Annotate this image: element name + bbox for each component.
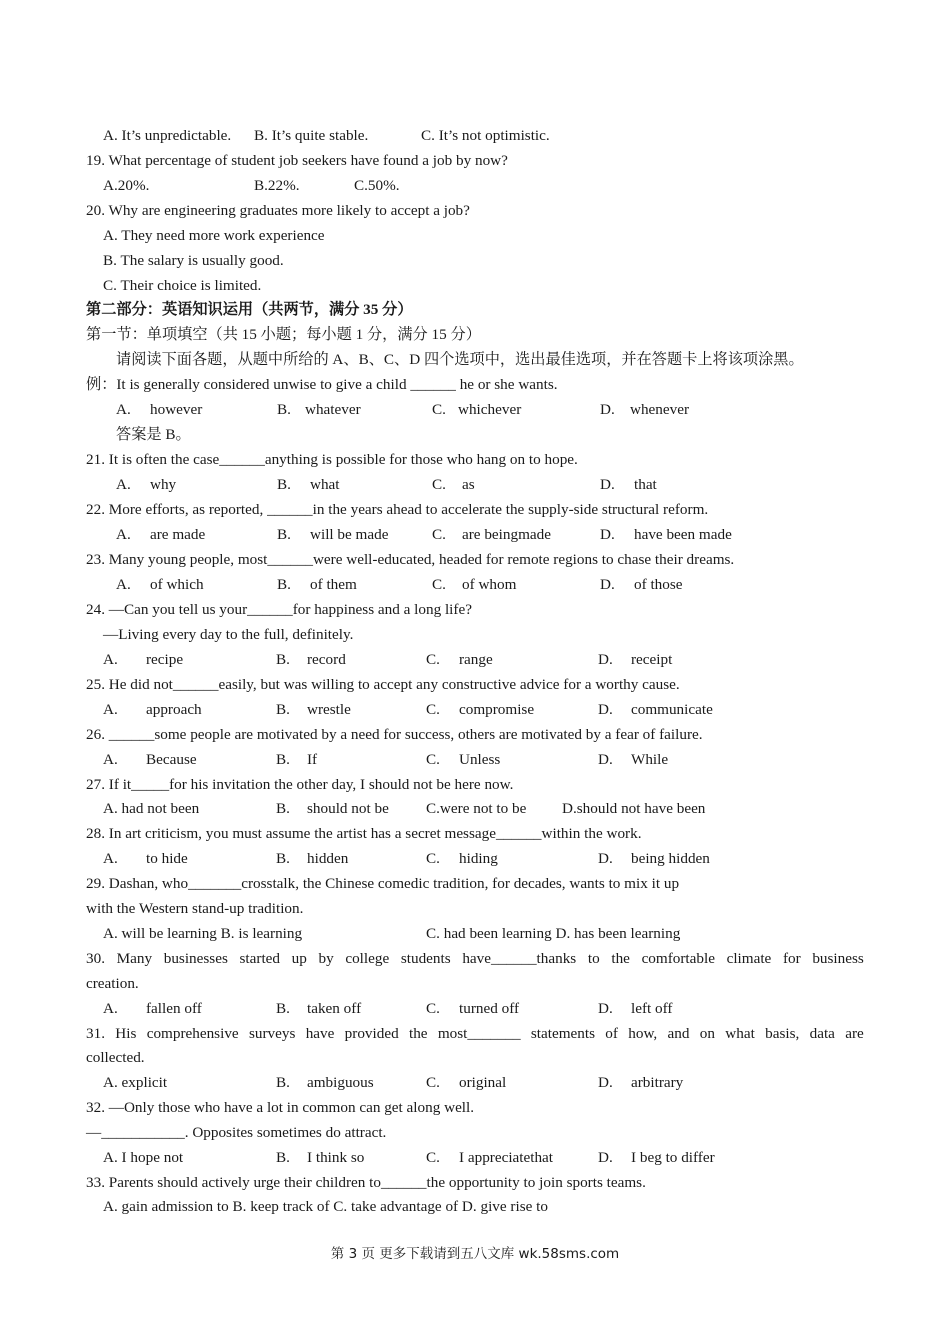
question-20: 20. Why are engineering graduates more likely to accept a job? xyxy=(86,202,470,219)
question-32-reply: —___________. Opposites sometimes do attract. xyxy=(86,1124,387,1141)
q29-options-ab: A. will be learning B. is learning xyxy=(103,925,303,942)
instructions: 请阅读下面各题，从题中所给的 A、B、C、D 四个选项中，选出最佳选项，并在答题卡上将该项涂黑。 xyxy=(116,351,804,368)
q18-option-c: C. It’s not optimistic. xyxy=(421,127,550,144)
question-31-cont: collected. xyxy=(86,1049,145,1066)
q25-option-b: wrestle xyxy=(307,701,351,718)
q23-letter-c: C. xyxy=(432,576,446,593)
q23-option-c: of whom xyxy=(462,576,517,593)
q24-option-d: receipt xyxy=(631,651,673,668)
q31-word: basis, xyxy=(765,1025,800,1042)
q30-word: students xyxy=(400,950,451,967)
q23-letter-d: D. xyxy=(600,576,615,593)
q28-letter-a: A. xyxy=(103,850,118,867)
q21-letter-a: A. xyxy=(116,476,131,493)
q30-letter-b: B. xyxy=(276,1000,290,1017)
q31-option-a: A. explicit xyxy=(103,1074,168,1091)
q24-letter-c: C. xyxy=(426,651,440,668)
q31-word: have xyxy=(305,1025,335,1042)
q30-word: college xyxy=(345,950,390,967)
question-32: 32. —Only those who have a lot in common can get along well. xyxy=(86,1099,475,1116)
part2-heading: 第二部分：英语知识运用（共两节，满分 35 分） xyxy=(86,301,413,318)
q32-option-a: A. I hope not xyxy=(103,1149,184,1166)
q31-word: the xyxy=(408,1025,428,1042)
q22-option-c: are beingmade xyxy=(462,526,551,543)
question-23: 23. Many young people, most______were well-educated, headed for remote regions to chase their dreams. xyxy=(86,551,735,568)
example-letter-c: C. xyxy=(432,401,446,418)
q24-letter-a: A. xyxy=(103,651,118,668)
q27-option-b: should not be xyxy=(307,800,389,817)
question-27: 27. If it_____for his invitation the other day, I should not be here now. xyxy=(86,776,514,793)
q25-letter-c: C. xyxy=(426,701,440,718)
example-option-b: whatever xyxy=(305,401,361,418)
question-26: 26. ______some people are motivated by a need for success, others are motivated by a fear of failure. xyxy=(86,726,703,743)
question-25: 25. He did not______easily, but was willing to accept any constructive advice for a worthy cause. xyxy=(86,676,680,693)
q32-letter-c: C. xyxy=(426,1149,440,1166)
q30-word: climate xyxy=(726,950,772,967)
q30-word: comfortable xyxy=(641,950,715,967)
q31-word: provided xyxy=(344,1025,399,1042)
q21-option-a: why xyxy=(150,476,177,493)
q20-option-c: C. Their choice is limited. xyxy=(103,277,262,294)
q31-word: and xyxy=(667,1025,690,1042)
q24-option-b: record xyxy=(307,651,346,668)
q26-option-b: If xyxy=(307,751,318,768)
q31-word: comprehensive xyxy=(146,1025,239,1042)
q23-option-b: of them xyxy=(310,576,357,593)
q22-letter-c: C. xyxy=(432,526,446,543)
q21-option-c: as xyxy=(462,476,475,493)
q20-option-b: B. The salary is usually good. xyxy=(103,252,284,269)
question-30-cont: creation. xyxy=(86,975,139,992)
q21-letter-d: D. xyxy=(600,476,615,493)
question-30 xyxy=(86,949,864,969)
q28-letter-d: D. xyxy=(598,850,613,867)
q30-word: Many xyxy=(116,950,153,967)
q22-option-b: will be made xyxy=(310,526,389,543)
q26-option-a: Because xyxy=(146,751,197,768)
q24-option-c: range xyxy=(459,651,493,668)
q23-option-a: of which xyxy=(150,576,204,593)
q30-word: for xyxy=(782,950,801,967)
question-29: 29. Dashan, who_______crosstalk, the Chinese comedic tradition, for decades, wants to mix it up xyxy=(86,875,680,892)
q23-letter-b: B. xyxy=(277,576,291,593)
q28-option-b: hidden xyxy=(307,850,349,867)
q31-option-c: original xyxy=(459,1074,507,1091)
q19-option-c: C.50%. xyxy=(354,177,400,194)
example-letter-b: B. xyxy=(277,401,291,418)
question-28: 28. In art criticism, you must assume the artist has a secret message______within the work. xyxy=(86,825,642,842)
q31-word: how, xyxy=(628,1025,658,1042)
q30-option-b: taken off xyxy=(307,1000,362,1017)
question-21: 21. It is often the case______anything is possible for those who hang on to hope. xyxy=(86,451,578,468)
q30-option-d: left off xyxy=(631,1000,673,1017)
question-29-cont: with the Western stand-up tradition. xyxy=(86,900,304,917)
q27-letter-b: B. xyxy=(276,800,290,817)
q19-option-a: A.20%. xyxy=(103,177,150,194)
q21-option-d: that xyxy=(634,476,657,493)
q28-option-c: hiding xyxy=(459,850,498,867)
q31-word: most_______ xyxy=(437,1025,521,1042)
q22-letter-b: B. xyxy=(277,526,291,543)
q31-word: surveys xyxy=(248,1025,296,1042)
q30-word: the xyxy=(611,950,630,967)
q31-word: of xyxy=(605,1025,618,1042)
question-31 xyxy=(86,1024,864,1044)
section1-heading: 第一节：单项填空（共 15 小题；每小题 1 分，满分 15 分） xyxy=(86,326,481,343)
q22-option-d: have been made xyxy=(634,526,732,543)
q30-letter-c: C. xyxy=(426,1000,440,1017)
example-letter-a: A. xyxy=(116,401,131,418)
q25-letter-d: D. xyxy=(598,701,613,718)
q31-word: 31. xyxy=(86,1025,105,1042)
q30-option-c: turned off xyxy=(459,1000,520,1017)
q31-word: statements xyxy=(530,1025,595,1042)
q32-option-b: I think so xyxy=(307,1149,365,1166)
q31-word: His xyxy=(115,1025,137,1042)
q31-letter-c: C. xyxy=(426,1074,440,1091)
q21-letter-b: B. xyxy=(277,476,291,493)
q31-word: data xyxy=(809,1025,835,1042)
q30-word: businesses xyxy=(163,950,228,967)
q28-option-d: being hidden xyxy=(631,850,710,867)
q30-word: 30. xyxy=(86,950,105,967)
example-option-a: however xyxy=(150,401,203,418)
q26-letter-d: D. xyxy=(598,751,613,768)
q28-option-a: to hide xyxy=(146,850,188,867)
q30-letter-d: D. xyxy=(598,1000,613,1017)
q21-letter-c: C. xyxy=(432,476,446,493)
q30-word: up xyxy=(291,950,307,967)
q22-option-a: are made xyxy=(150,526,206,543)
q28-letter-b: B. xyxy=(276,850,290,867)
q25-option-a: approach xyxy=(146,701,202,718)
q24-option-a: recipe xyxy=(146,651,184,668)
q32-letter-d: D. xyxy=(598,1149,613,1166)
q31-letter-b: B. xyxy=(276,1074,290,1091)
q30-word: business xyxy=(812,950,864,967)
q32-option-c: I appreciatethat xyxy=(459,1149,554,1166)
page-footer: 第 3 页 更多下载请到五八文库 wk.58sms.com xyxy=(330,1246,620,1262)
question-24-reply: —Living every day to the full, definitely. xyxy=(103,626,354,643)
q18-option-a: A. It’s unpredictable. xyxy=(103,127,232,144)
q31-letter-d: D. xyxy=(598,1074,613,1091)
q23-option-d: of those xyxy=(634,576,683,593)
example-option-c: whichever xyxy=(458,401,522,418)
example-answer: 答案是 B。 xyxy=(116,426,191,443)
q30-word: have______thanks xyxy=(462,950,577,967)
example-question: 例：It is generally considered unwise to give a child ______ he or she wants. xyxy=(86,376,558,393)
q31-word: on xyxy=(699,1025,715,1042)
q25-option-d: communicate xyxy=(631,701,713,718)
q32-letter-b: B. xyxy=(276,1149,290,1166)
q32-option-d: I beg to differ xyxy=(631,1149,715,1166)
q29-options-cd: C. had been learning D. has been learning xyxy=(426,925,681,942)
q30-word: by xyxy=(318,950,334,967)
q24-letter-d: D. xyxy=(598,651,613,668)
q27-option-c: C.were not to be xyxy=(426,800,527,817)
q23-letter-a: A. xyxy=(116,576,131,593)
q28-letter-c: C. xyxy=(426,850,440,867)
q22-letter-d: D. xyxy=(600,526,615,543)
q31-option-d: arbitrary xyxy=(631,1074,684,1091)
example-option-d: whenever xyxy=(630,401,690,418)
question-33: 33. Parents should actively urge their children to______the opportunity to join sports teams. xyxy=(86,1174,646,1191)
q26-option-d: While xyxy=(631,751,669,768)
example-letter-d: D. xyxy=(600,401,615,418)
q27-option-d: D.should not have been xyxy=(562,800,706,817)
q31-word: are xyxy=(845,1025,864,1042)
q26-letter-b: B. xyxy=(276,751,290,768)
question-19: 19. What percentage of student job seekers have found a job by now? xyxy=(86,152,508,169)
q30-option-a: fallen off xyxy=(146,1000,202,1017)
q19-option-b: B.22%. xyxy=(254,177,300,194)
q18-option-b: B. It’s quite stable. xyxy=(254,127,369,144)
question-22: 22. More efforts, as reported, ______in the years ahead to accelerate the supply-side structural reform. xyxy=(86,501,709,518)
q27-option-a: A. had not been xyxy=(103,800,200,817)
q30-word: started xyxy=(239,950,280,967)
q25-letter-a: A. xyxy=(103,701,118,718)
q30-word: to xyxy=(587,950,600,967)
q33-options: A. gain admission to B. keep track of C. take advantage of D. give rise to xyxy=(103,1198,548,1215)
q26-option-c: Unless xyxy=(459,751,501,768)
q26-letter-c: C. xyxy=(426,751,440,768)
q30-letter-a: A. xyxy=(103,1000,118,1017)
q25-letter-b: B. xyxy=(276,701,290,718)
q25-option-c: compromise xyxy=(459,701,535,718)
q31-word: what xyxy=(725,1025,755,1042)
q22-letter-a: A. xyxy=(116,526,131,543)
q26-letter-a: A. xyxy=(103,751,118,768)
q24-letter-b: B. xyxy=(276,651,290,668)
q21-option-b: what xyxy=(310,476,340,493)
q31-option-b: ambiguous xyxy=(307,1074,374,1091)
q20-option-a: A. They need more work experience xyxy=(103,227,325,244)
question-24: 24. —Can you tell us your______for happiness and a long life? xyxy=(86,601,472,618)
